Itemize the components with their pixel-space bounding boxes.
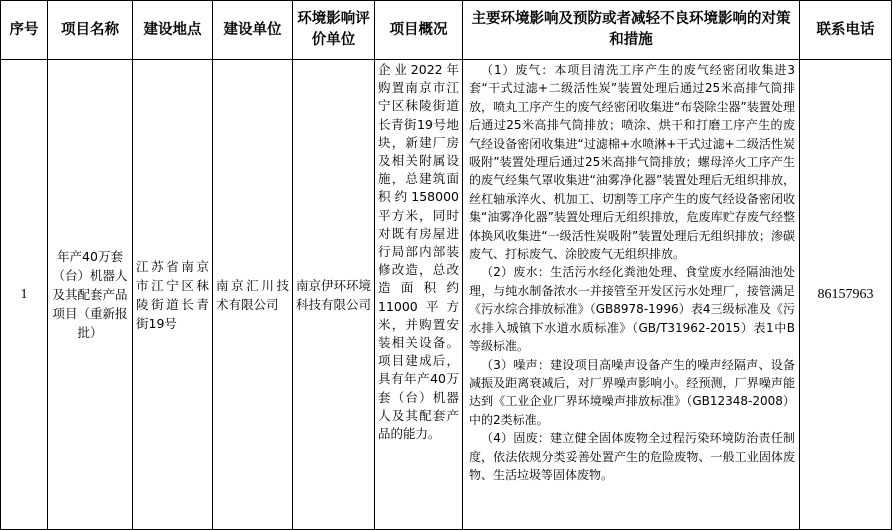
measure-air: （1）废气：本项目清洗工序产生的废气经密闭收集进3套“干式过滤+二级活性炭”装置处理后通过25米高排气筒排放，喷丸工序产生的废气经密闭收集进“布袋除尘器”装置处理后通过25米高排气筒排放；喷涂、烘干和打磨工序产生的废气经设备密闭收集进“过滤棉+水喷淋+干式过滤+二级活性炭吸附”装置处理后通过25米高排气筒排放；螺母淬火工序产生的废气经集气罩收集进“油雾净化器”装置处理后无组织排放，丝杠轴承淬火、机加工、切割等工序产生的废气经设备密闭收集“油雾净化器”装置处理后无组织排放，危废库贮存废气经整体换风收集进“一级活性炭吸附”装置处理后无组织排放；渗碳废气、打标废气、涂胶废气无组织排放。 <box>469 63 795 262</box>
row-overview: 企业2022年购置南京市江宁区秣陵街道长青街19号地块，新建厂房及相关附属设施，总建筑面积约158000平方米，同时对既有房屋进行局部内部装修改造，总改造面积约11000平方米，并购置安装相关设备。项目建成后，具有年产40万套（台）机器人及其配套产品的能力。 <box>375 60 463 530</box>
row-seq: 1 <box>1 60 48 530</box>
row-eia-unit: 南京伊环环境科技有限公司 <box>293 60 375 530</box>
header-project-name: 项目名称 <box>48 1 133 60</box>
measure-noise: （3）噪声：建设项目高噪声设备产生的噪声经隔声、设备减振及距离衰减后，对厂界噪声影响小。经预测，厂界噪声能达到《工业企业厂界环境噪声排放标准》（GB12348-2008）中的2类标准。 <box>469 357 795 427</box>
row-location: 江苏省南京市江宁区秣陵街道长青街19号 <box>133 60 213 530</box>
row-project-name: 年产40万套（台）机器人及其配套产品项目（重新报批） <box>48 60 133 530</box>
header-overview: 项目概况 <box>375 1 463 60</box>
measure-water: （2）废水：生活污水经化粪池处理、食堂废水经隔油池处理，与纯水制备浓水一并接管至开发区污水处理厂，接管满足《污水综合排放标准》（GB8978-1996）表4三级标准及《污水排入城镇下水道水质标准》（GB/T31962-2015）表1中B等级标准。 <box>469 265 795 354</box>
row-measures <box>463 60 800 530</box>
header-builder: 建设单位 <box>213 1 293 60</box>
table-row <box>1 60 892 530</box>
header-phone: 联系电话 <box>800 1 892 60</box>
header-measures: 主要环境影响及预防或者减轻不良环境影响的对策和措施 <box>463 1 800 60</box>
header-row <box>1 1 892 60</box>
header-seq: 序号 <box>1 1 48 60</box>
measure-solid-waste: （4）固废：建立健全固体废物全过程污染环境防治责任制度，依法依规分类妥善处置产生的危险废物、一般工业固体废物、生活垃圾等固体废物。 <box>469 431 795 482</box>
header-location: 建设地点 <box>133 1 213 60</box>
row-builder: 南京汇川技术有限公司 <box>213 60 293 530</box>
row-phone: 86157963 <box>800 60 892 530</box>
header-eia-unit: 环境影响评价单位 <box>293 1 375 60</box>
